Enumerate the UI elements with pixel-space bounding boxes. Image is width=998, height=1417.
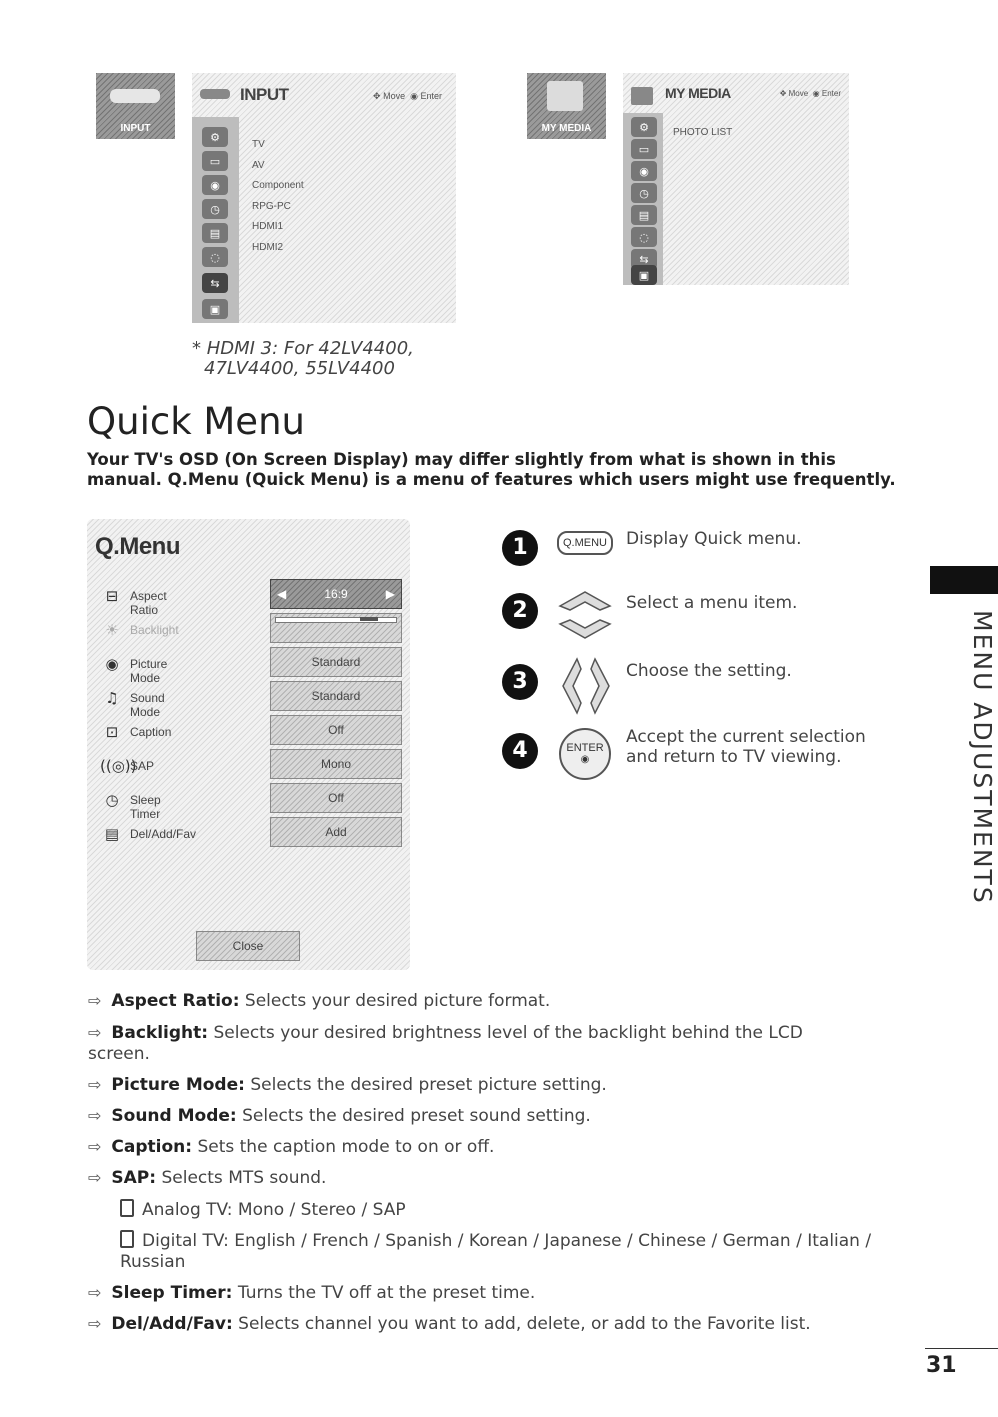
qmenu-value-caption[interactable]: Off	[270, 715, 402, 745]
input-item-component[interactable]: Component	[252, 180, 304, 191]
checkbox-icon	[120, 1230, 134, 1248]
arrow-icon: ⇨	[88, 1106, 102, 1125]
media-title-icon	[631, 87, 653, 105]
input-icon-column	[192, 117, 239, 323]
step-1-text: Display Quick menu.	[626, 529, 802, 549]
media-icon: ▣	[202, 299, 228, 319]
picture-icon: ▭	[202, 151, 228, 171]
input-tile-label: INPUT	[120, 123, 151, 134]
arrow-icon: ⇨	[88, 991, 102, 1010]
step-2-badge: 2	[502, 593, 538, 629]
enter-icon: ◉	[812, 89, 820, 98]
qmenu-row-sound-mode[interactable]: Sound Mode	[130, 691, 165, 719]
del-add-fav-icon: ▤	[104, 825, 120, 843]
desc-sap: ⇨ SAP: Selects MTS sound.	[88, 1168, 327, 1188]
clock-icon: ◷	[202, 199, 228, 219]
enter-dot-icon: ◉	[580, 754, 590, 765]
my-media-tile-label: MY MEDIA	[541, 123, 592, 134]
enter-remote-button: ENTER ◉	[559, 728, 611, 780]
input-item-hdmi1[interactable]: HDMI1	[252, 221, 284, 232]
section-title: Quick Menu	[87, 400, 305, 443]
input-note-line2: 47LV4400, 55LV4400	[204, 358, 395, 379]
left-arrow-icon[interactable]: ◀	[277, 587, 287, 601]
sap-option-analog: Analog TV: Mono / Stereo / SAP	[120, 1199, 900, 1221]
clock-icon: ◷	[631, 183, 657, 203]
up-down-arrows-icon	[556, 588, 614, 642]
my-media-menu	[623, 73, 849, 285]
audio-icon: ◉	[202, 175, 228, 195]
input-item-av[interactable]: AV	[252, 159, 265, 171]
my-media-tile	[527, 73, 606, 139]
move-icon: ✥	[373, 91, 381, 101]
qmenu-row-backlight[interactable]: Backlight	[130, 623, 179, 637]
input-menu-title: INPUT	[240, 85, 289, 104]
qmenu-row-sap[interactable]: SAP	[130, 759, 155, 773]
qmenu-value-backlight[interactable]	[270, 613, 402, 643]
arrow-icon: ⇨	[88, 1023, 102, 1042]
my-media-menu-title: MY MEDIA	[665, 85, 731, 101]
step-3-badge: 3	[502, 664, 538, 700]
settings-icon: ⚙	[631, 117, 657, 137]
input-item-hdmi2[interactable]: HDMI2	[252, 241, 284, 253]
photo-icon	[547, 81, 583, 111]
qmenu-value-picture-mode[interactable]: Standard	[270, 647, 402, 677]
option-icon: ◌	[202, 247, 228, 267]
lock-icon: ▤	[631, 205, 657, 225]
page-number: 31	[926, 1353, 957, 1378]
input-connector-icon	[110, 89, 160, 103]
side-tab-marker	[930, 566, 998, 594]
qmenu-value-sound-mode[interactable]: Standard	[270, 681, 402, 711]
input-menu	[192, 73, 456, 323]
page-number-rule	[925, 1348, 998, 1349]
arrow-icon: ⇨	[88, 1283, 102, 1302]
picture-mode-icon: ◉	[105, 655, 119, 673]
desc-picture-mode: ⇨ Picture Mode: Selects the desired preset picture setting.	[88, 1075, 607, 1095]
audio-icon: ◉	[631, 161, 657, 181]
qmenu-value-aspect-ratio[interactable]: ◀ 16:9 ▶	[270, 579, 402, 609]
move-icon: ✥	[779, 89, 787, 98]
desc-sound-mode: ⇨ Sound Mode: Selects the desired preset sound setting.	[88, 1106, 591, 1126]
arrow-icon: ⇨	[88, 1314, 102, 1333]
section-intro: Your TV's OSD (On Screen Display) may differ slightly from what is shown in this manual. Q.Menu (Quick Menu) is a menu of features which users might use frequently.	[87, 450, 896, 489]
enter-icon: ◉	[410, 91, 418, 101]
media-icon-column	[623, 113, 663, 285]
sound-mode-icon: ♫	[105, 689, 119, 707]
right-arrow-icon[interactable]: ▶	[385, 587, 395, 601]
backlight-level-knob	[360, 617, 378, 621]
desc-backlight: ⇨ Backlight: Selects your desired brightness level of the backlight behind the LCD screen.	[88, 1023, 803, 1064]
input-list	[252, 135, 304, 258]
qmenu-value-del-add-fav[interactable]: Add	[270, 817, 402, 847]
input-note-line1: * HDMI 3: For 42LV4400,	[192, 338, 414, 359]
settings-icon: ⚙	[202, 127, 228, 147]
input-icon: ⇆	[202, 273, 228, 293]
step-4-badge: 4	[502, 733, 538, 769]
arrow-icon: ⇨	[88, 1075, 102, 1094]
sap-option-digital: Digital TV: English / French / Spanish / Korean / Japanese / Chinese / German / Italian / Russian	[120, 1231, 872, 1272]
sap-icon: ((◎))	[100, 757, 137, 775]
media-item-photo-list[interactable]: PHOTO LIST	[673, 127, 733, 138]
qmenu-value-sap[interactable]: Mono	[270, 749, 402, 779]
step-3-text: Choose the setting.	[626, 661, 792, 681]
caption-icon: ⊡	[105, 723, 119, 741]
left-right-arrows-icon	[555, 655, 617, 717]
qmenu-value-sleep-timer[interactable]: Off	[270, 783, 402, 813]
qmenu-row-del-add-fav[interactable]: Del/Add/Fav	[130, 827, 197, 841]
qmenu-title: Q.Menu	[95, 533, 180, 560]
input-item-rgb-pc[interactable]: RPG-PC	[252, 200, 291, 212]
input-menu-hint: ✥ Move ◉ Enter	[373, 91, 442, 101]
desc-aspect-ratio: ⇨ Aspect Ratio: Selects your desired picture format.	[88, 991, 551, 1011]
option-icon: ◌	[631, 227, 657, 247]
input-item-tv[interactable]: TV	[252, 139, 265, 150]
desc-caption: ⇨ Caption: Sets the caption mode to on or off.	[88, 1137, 495, 1157]
arrow-icon: ⇨	[88, 1137, 102, 1156]
qmenu-row-aspect-ratio[interactable]: Aspect Ratio	[130, 589, 167, 617]
side-tab-label: MENU ADJUSTMENTS	[968, 610, 997, 905]
step-4-text: Accept the current selection and return to TV viewing.	[626, 727, 866, 767]
lock-icon: ▤	[202, 223, 228, 243]
qmenu-row-picture-mode[interactable]: Picture Mode	[130, 657, 168, 685]
media-icon: ▣	[631, 265, 657, 285]
my-media-hint: ✥ Move ◉ Enter	[779, 89, 841, 98]
input-title-connector-icon	[200, 89, 230, 99]
sleep-timer-icon: ◷	[105, 791, 119, 809]
backlight-icon: ☀	[105, 621, 119, 639]
checkbox-icon	[120, 1199, 134, 1217]
qmenu-remote-button: Q.MENU	[557, 531, 613, 555]
step-2-text: Select a menu item.	[626, 593, 798, 613]
arrow-icon: ⇨	[88, 1168, 102, 1187]
picture-icon: ▭	[631, 139, 657, 159]
qmenu-close-button[interactable]: Close	[196, 931, 300, 961]
desc-del-add-fav: ⇨ Del/Add/Fav: Selects channel you want to add, delete, or add to the Favorite list.	[88, 1314, 811, 1334]
input-tile	[96, 73, 175, 139]
qmenu-row-sleep-timer[interactable]: Sleep Timer	[130, 793, 161, 821]
desc-sleep-timer: ⇨ Sleep Timer: Turns the TV off at the preset time.	[88, 1283, 536, 1303]
input-icon: ⇆	[631, 249, 657, 269]
qmenu-row-caption[interactable]: Caption	[130, 725, 172, 739]
input-note	[192, 339, 414, 379]
aspect-ratio-icon: ⊟	[105, 587, 119, 605]
backlight-level-bar[interactable]	[275, 617, 397, 623]
step-1-badge: 1	[502, 530, 538, 566]
